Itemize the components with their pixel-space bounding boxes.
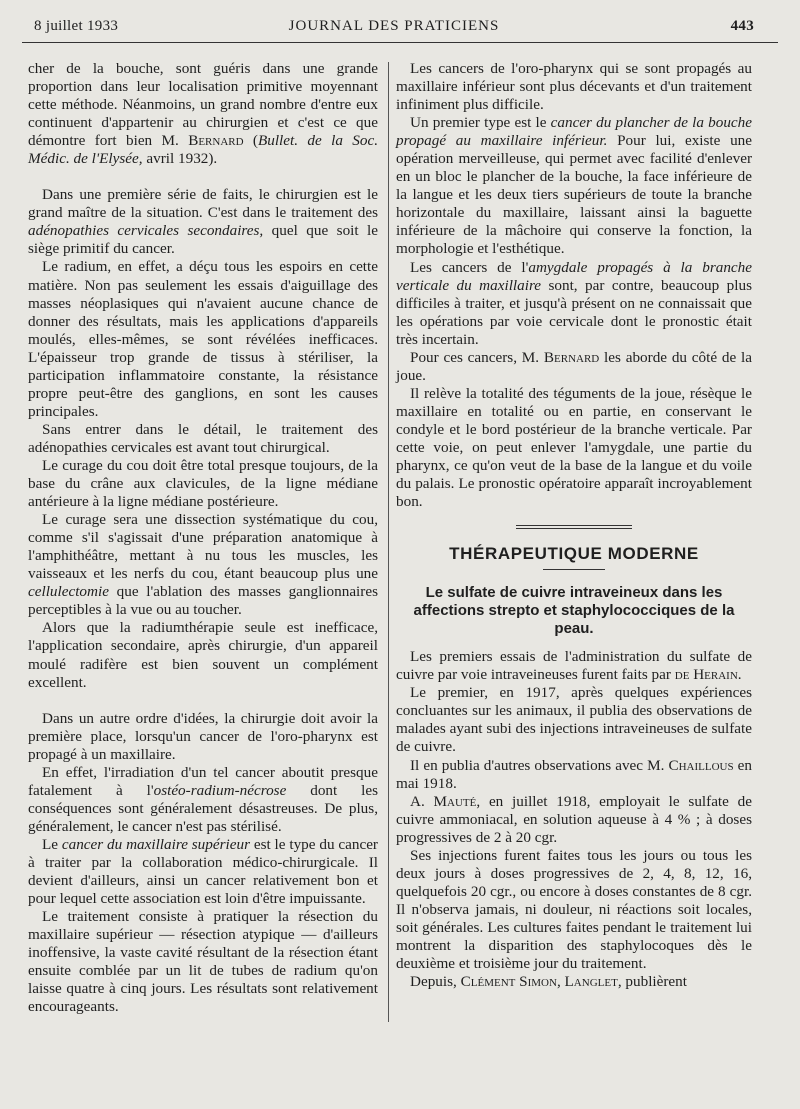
paragraph: Le premier, en 1917, après quelques expériences concluantes sur les animaux, il publia des observations de malades ayant subi des injections intraveineuses de sulfate de cuivre. <box>396 684 752 756</box>
paragraph: cher de la bouche, sont guéris dans une grande proportion dans leur localisation primitive moyennant cette méthode. Néanmoins, un grand nombre d'entre eux continuent d'appartenir au chirurgien et c'est ce que démontre fort bien M. Bernard (Bullet. de la Soc. Médic. de l'Elysée, avril 1932). <box>28 60 378 168</box>
column-divider <box>388 62 389 1022</box>
paragraph: Ses injections furent faites tous les jours ou tous les deux jours à doses progressives de 2, 4, 8, 12, 16, quelquefois 20 cgr., ou encore à doses constantes de 8 cgr. Il n'observa jamais, ni douleur, ni réactions soit locales, soit générales. Les cultures faites pendant le traitement lui montrent la disparition des staphylocoques dès le deuxième et troisième jour du traitement. <box>396 846 752 973</box>
paragraph: Depuis, Clément Simon, Langlet, publièrent <box>410 973 687 991</box>
left-column <box>28 60 378 1016</box>
page-number: 443 <box>730 18 754 34</box>
paragraph: Dans une première série de faits, le chirurgien est le grand maître de la situation. C'est dans le traitement des adénopathies cervicales secondaires, quel que soit le siège primitif du cancer. <box>28 186 379 258</box>
author-name: A. Mauté, <box>410 792 481 810</box>
paragraph: Les cancers de l'oro-pharynx qui se sont propagés au maxillaire inférieur sont plus décevants et d'un traitement infiniment plus difficile. <box>396 60 752 114</box>
page-header <box>34 18 754 40</box>
paragraph: Le radium, en effet, a déçu tous les espoirs en cette matière. Non pas seulement les essais d'aiguillage des masses néoplasiques qui n'avaient aucune chance de donner des résultats, mais les applications d'appareils moulés, elles-mêmes, se sont révélées inefficaces. L'épaisseur trop grande de tissus à stériliser, la participation inflammatoire constante, la résistance propre peut-être des ganglions, en sont les causes principales. <box>28 258 378 420</box>
paragraph: Il relève la totalité des téguments de la joue, résèque le maxillaire en totalité ou en partie, en conservant le condyle et le bord postérieur de la branche verticale. Par cette voie, on peut enlever l'amygdale, une partie du pharynx, ce qu'on veut de la base de la langue et du voile du palais. Le pronostic opératoire apparaît incroyablement bon. <box>396 384 752 511</box>
author-name: de Herain. <box>674 666 742 684</box>
section-separator <box>516 525 632 529</box>
citation: Bullet. de la Soc. Médic. de l'Elysée, <box>28 132 378 168</box>
paragraph: Le curage sera une dissection systématique du cou, comme s'il s'agissait d'une préparation anatomique à l'amphithéâtre, mettant à nu tous les muscles, les vaisseaux et les nerfs du cou, étant beaucoup plus une cellulectomie que l'ablation des masses ganglionnaires perceptibles à la vue ou au toucher. <box>28 511 378 619</box>
author-name: Clément Simon <box>460 973 557 991</box>
section-title-rule <box>543 569 605 570</box>
header-rule <box>22 42 778 43</box>
paragraph: Le traitement consiste à pratiquer la résection du maxillaire supérieur — résection atypique — d'ailleurs inoffensive, la vaste cavité résultant de la résection étant ensuite comblée par un lit de tubes de radium qu'on laisse quatre à cinq jours. Les résultats sont relativement encourageants. <box>28 908 378 1016</box>
paragraph: Il en publia d'autres observations avec M. Chaillous en mai 1918. <box>396 756 752 792</box>
section-title: THÉRAPEUTIQUE MODERNE <box>449 544 699 564</box>
paragraph: Alors que la radiumthérapie seule est inefficace, l'application secondaire, après chirurgie, d'un appareil moulé radifère est bien souvent un complément excellent. <box>28 619 378 691</box>
author-name: Chaillous <box>668 756 734 774</box>
paragraph: Le curage du cou doit être total presque toujours, de la base du crâne aux clavicules, de la ligne médiane antérieure à la ligne médiane postérieure. <box>28 456 378 511</box>
paragraph: A. Mauté, en juillet 1918, employait le sulfate de cuivre ammoniacal, en solution aqueuse à 4 % ; à doses progressives de 2 à 20 cgr. <box>396 792 752 846</box>
paragraph: Sans entrer dans le détail, le traitement des adénopathies cervicales est avant tout chirurgical. <box>28 420 378 456</box>
paragraph: Dans un autre ordre d'idées, la chirurgie doit avoir la première place, lorsqu'un cancer de l'oro-pharynx est propagé à un maxillaire. <box>28 709 378 763</box>
right-column <box>396 60 752 991</box>
paragraph: Les cancers de l'amygdale propagés à la branche verticale du maxillaire sont, par contre, beaucoup plus difficiles à traiter, et jusqu'à présent on ne connaissait que les opérations par voie cervicale dont le pronostic était très incertain. <box>396 258 752 348</box>
paragraph: Le cancer du maxillaire supérieur est le type du cancer à traiter par la collaboration médico-chirurgicale. Il devient d'ailleurs, ainsi un cancer relativement bon et pour lequel cette association est loin d'être impuissante. <box>28 835 378 908</box>
journal-title: JOURNAL DES PRATICIENS <box>288 18 500 34</box>
paragraph: En effet, l'irradiation d'un tel cancer aboutit presque fatalement à l'ostéo-radium-nécrose dont les conséquences sont généralement désastreuses. De plus, généralement, le cancer n'est pas stérilisé. <box>28 763 378 835</box>
article-title: Le sulfate de cuivre intraveineux dans les affections strepto et staphylococciques de la peau. <box>413 584 735 638</box>
paragraph: Les premiers essais de l'administration du sulfate de cuivre par voie intraveineuses furent faits par de Herain. <box>396 648 752 684</box>
paragraph: Pour ces cancers, M. Bernard les aborde du côté de la joue. <box>396 348 752 384</box>
paragraph: Un premier type est le cancer du plancher de la bouche propagé au maxillaire inférieur. Pour lui, existe une opération merveilleuse, qui permet avec facilité d'enlever en un bloc le plancher de la bouche, la face inférieure de la langue et les deux tiers supérieurs de toute la branche horizontale du maxillaire, laissant ainsi la baguette inférieure de la mâchoire qui conserve la fonction, la morphologie et l'esthétique. <box>396 114 753 258</box>
author-name: Bernard <box>543 348 600 366</box>
header-date: 8 juillet 1933 <box>34 18 119 34</box>
author-name: Bernard <box>188 132 244 150</box>
author-name: Langlet <box>564 973 618 991</box>
